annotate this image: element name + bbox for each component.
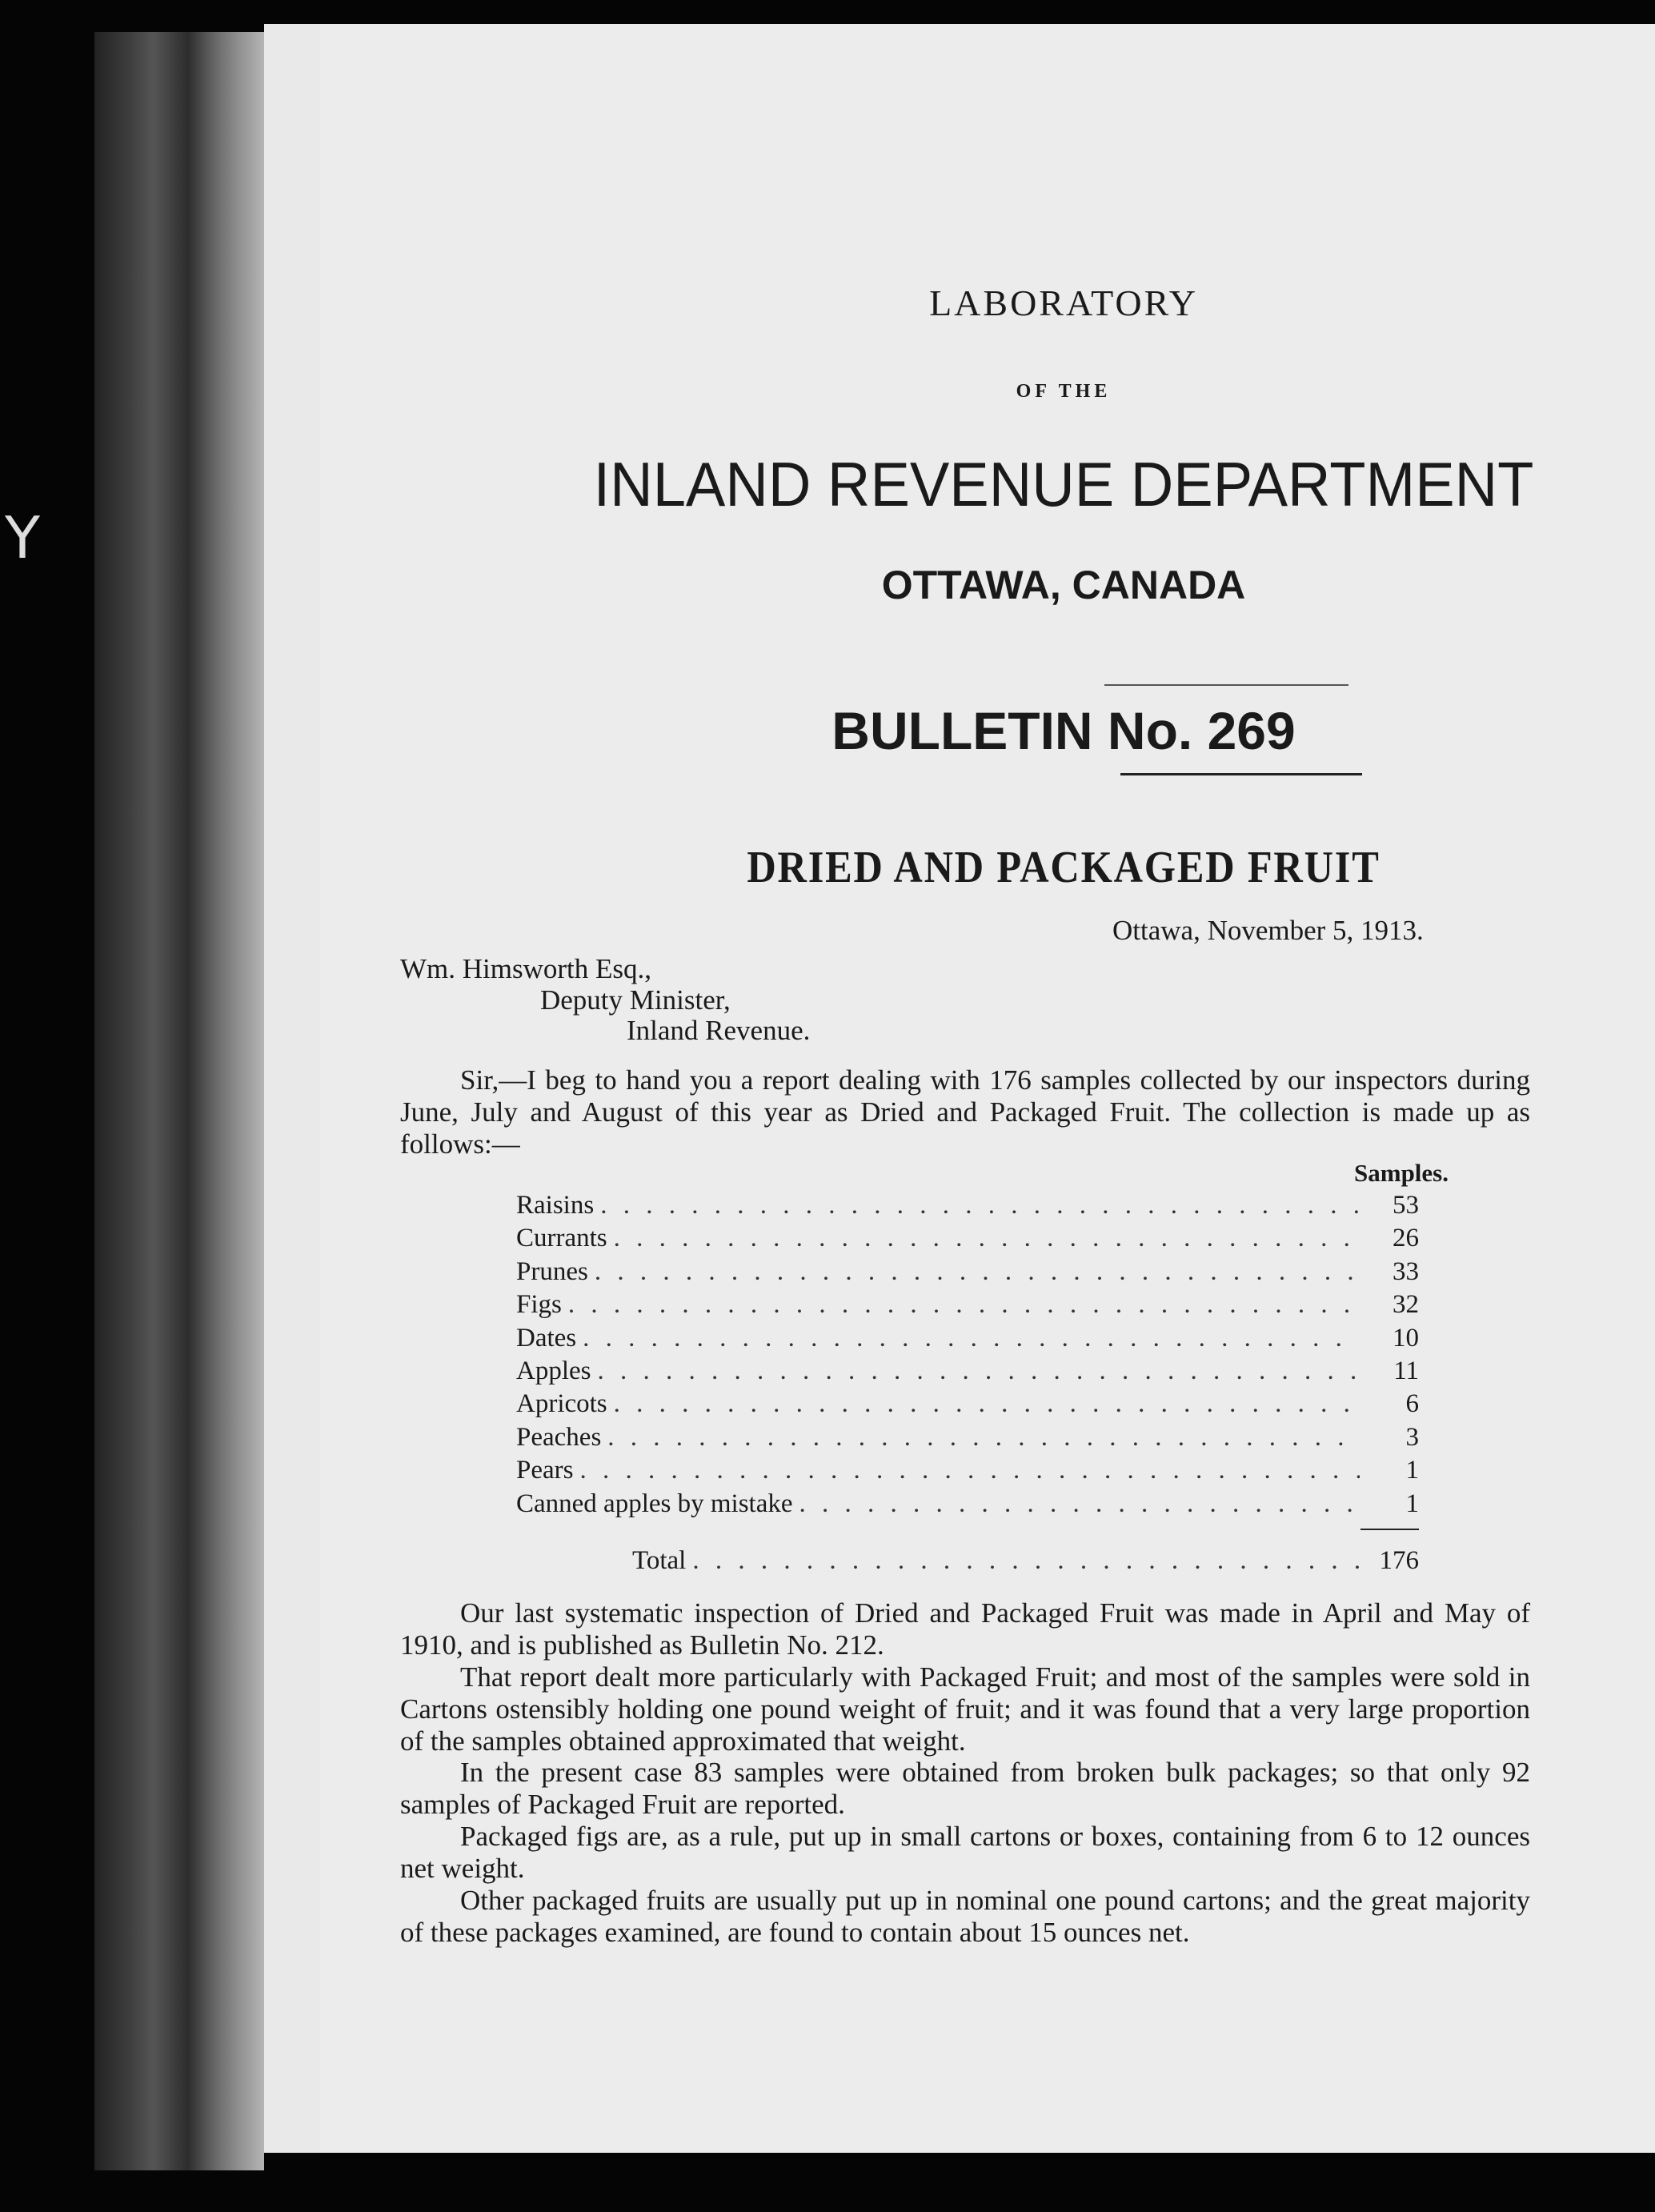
leader-dots [568,1290,1360,1320]
table-row [516,1489,1419,1522]
row-value: 6 [1405,1389,1419,1419]
leader-dots [607,1423,1360,1453]
table-row [516,1324,1419,1356]
samples-table [516,1191,1419,1522]
row-value: 1 [1405,1456,1419,1485]
table-row [516,1191,1419,1224]
leader-dots [579,1456,1360,1485]
total-value: 176 [1379,1546,1419,1575]
book-spine-edge [94,32,264,2170]
leader-dots [598,1356,1360,1386]
heading-laboratory: LABORATORY [929,283,1198,323]
heading-department: INLAND REVENUE DEPARTMENT [593,449,1534,519]
total-label: Total [632,1546,687,1575]
paragraph-text: In the present case 83 samples were obtained from broken bulk packages; so that only 92 samples of Packaged Fruit are reported. [400,1757,1530,1820]
row-label: Peaches [516,1422,602,1452]
addressee-office: Inland Revenue. [627,1015,811,1046]
leader-dots [600,1191,1360,1220]
row-value: 10 [1393,1323,1419,1352]
table-row [516,1389,1419,1422]
leader-dots [799,1489,1360,1519]
paragraph-text: Other packaged fruits are usually put up in nominal one pound cartons; and the great majority of these packages examined, are found to contain about 15 ounces net. [400,1885,1530,1948]
row-value: 26 [1393,1224,1419,1253]
row-value: 53 [1393,1191,1419,1220]
row-value: 33 [1393,1256,1419,1286]
heading-of-the: OF THE [1016,381,1112,402]
row-label: Raisins [516,1191,595,1220]
heading-city: OTTAWA, CANADA [881,563,1246,607]
paragraph-text: Our last systematic inspection of Dried and Packaged Fruit was made in April and May of 1910, and is published as Bulletin No. 212. [400,1597,1530,1661]
intro-text: Sir,—I beg to hand you a report dealing with 176 samples collected by our inspectors during June, July and August of this year as Dried and Packaged Fruit. The collection is made up as follows:— [400,1064,1530,1160]
table-header-samples: Samples. [1354,1159,1449,1187]
row-value: 32 [1393,1290,1419,1320]
row-label: Canned apples by mistake [516,1489,793,1518]
leader-dots [614,1224,1360,1253]
leader-dots [692,1546,1360,1576]
table-row [516,1290,1419,1323]
row-label: Currants [516,1224,607,1253]
table-row [516,1257,1419,1290]
table-row [516,1423,1419,1456]
intro-paragraph [400,1064,1530,1160]
body-paragraph [400,1661,1530,1757]
row-value: 11 [1393,1356,1419,1385]
leader-dots [595,1257,1360,1287]
bulletin-subject: DRIED AND PACKAGED FRUIT [747,843,1381,892]
leader-dots [614,1389,1360,1419]
body-paragraph [400,1757,1530,1821]
body-paragraph [400,1821,1530,1885]
row-label: Prunes [516,1256,588,1286]
paragraph-text: Packaged figs are, as a rule, put up in small cartons or boxes, containing from 6 to 12 ounces net weight. [400,1821,1530,1884]
divider-rule [1104,684,1348,686]
dateline: Ottawa, November 5, 1913. [1112,915,1424,946]
addressee-title: Deputy Minister, [540,984,731,1016]
bulletin-number: BULLETIN No. 269 [832,701,1296,760]
addressee-name: Wm. Himsworth Esq., [400,953,652,984]
leader-dots [583,1324,1360,1353]
body-paragraph [400,1885,1530,1949]
table-row [516,1456,1419,1489]
row-label: Pears [516,1456,574,1485]
row-label: Apricots [516,1389,607,1419]
body-paragraph [400,1597,1530,1661]
table-row [516,1356,1419,1389]
margin-mark: Y [5,504,40,571]
row-value: 1 [1405,1489,1419,1518]
row-label: Dates [516,1323,577,1352]
divider-rule [1120,773,1362,775]
row-label: Figs [516,1290,562,1320]
row-label: Apples [516,1356,591,1385]
table-total-row [632,1546,1419,1579]
row-value: 3 [1405,1422,1419,1452]
total-rule [1360,1529,1419,1530]
paragraph-text: That report dealt more particularly with Packaged Fruit; and most of the samples were sold in Cartons ostensibly holding one pound weight of fruit; and it was found that a very large proportion of the samples obtained approximated that weight. [400,1661,1530,1757]
table-row [516,1224,1419,1256]
